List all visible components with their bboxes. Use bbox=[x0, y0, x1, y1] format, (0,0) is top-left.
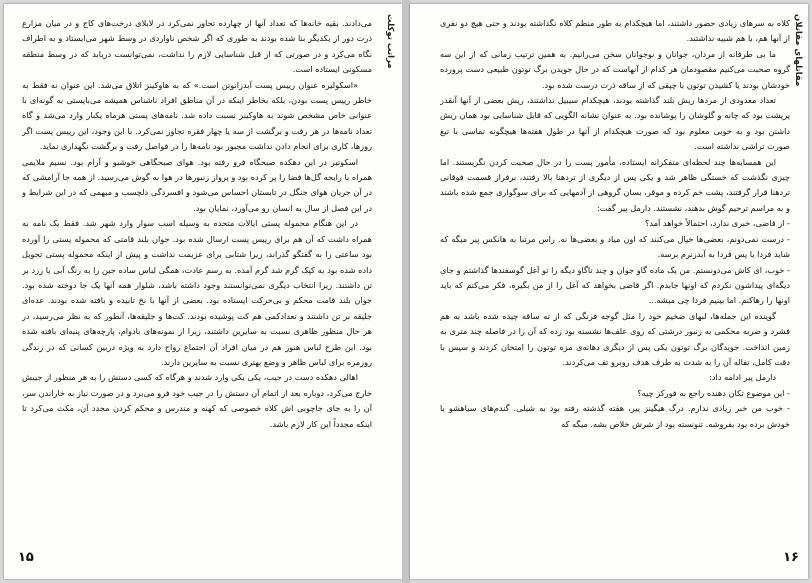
left-running-head: مراتب توكلت bbox=[385, 14, 395, 69]
right-page bbox=[410, 4, 808, 579]
left-page-text bbox=[22, 16, 372, 536]
dialogue-line: - از قاضی، خبری ندارد، احتمالاً خواهد آمد؟ bbox=[645, 218, 790, 229]
dialogue-line: - درست نمی‌دونم، بعضی‌ها خیال می‌کنند که اون میاد و بعضی‌ها نه. راس مرتبا به هانکس پیر میگه که شاید فردا یا پس فردا به آبدزنرم برسه. bbox=[440, 233, 790, 260]
paragraph: این همسایه‌ها چند لحظه‌ای متفکرانه ایستاده، مأمور پست را در حال صحبت کردن نگریستند. اما چیزی نگذشت که خستگی ظاهر شد و یکی پس از دیگری از تردهنا بالا رفتند، برفراز قسمت فوقانی تردهنا قرار گرفتند، پشت خم کرده و موقر، بسان گروهی از آدمهایی که برای سوگواری جمع شده باشند و به مراسم ترحیم گوش بدهند، نشستند. دارمل پیر گفت: bbox=[440, 156, 790, 213]
paragraph: اهالی دهکده دست در جیب، یکی یکی وارد شدند و هرگاه که کسی دستش را به هر منظور از جیبش خارج می‌کرد، دوباره بعد از اتمام آن دستش را در جیب خود فرو می‌برد و در صورت نیاز به خاراندن سر، آن را به جای جاچوبی اش کلاه خصوصی که کهنه و مندرس و محکم کردن مجدد آن، مکث می‌کرد تا اینکه مجدداً این کار لازم باشد. bbox=[22, 372, 372, 429]
paragraph: می‌دادند. بقیه خانه‌ها که تعداد آنها از چهارده تجاوز نمی‌کرد در لابلای درخت‌های کاج و در میان مزارع ذرت دور از یکدیگر بنا شده بودند به طوری که اگر شخص ناواردی در وسط شهر می‌ایستاد و به اطراف نگاه می‌کرد و در صورتی که از قبل شناسایی لازم را نداشت، نمی‌توانست دریابد که در وسط منطقه مسکونی ایستاده است. bbox=[22, 18, 372, 75]
left-page bbox=[4, 4, 402, 579]
paragraph: تعداد معدودی از مردها ریش بلند گذاشته بودند، هیچکدام سیبیل نداشتند، ریش بعضی از آنها آنقدر پرپشت بود که چانه و گلوشان را پوشانده بود. به عنوان نشانه الگویی که قابل شناسایی بود همان ریش داشتن بود و به خوبی معلوم بود که صورت هیچکدام از آنها در طول هفته‌ها هیچگونه تماسی با تیغ صورت تراشی نداشته است. bbox=[440, 95, 790, 152]
paragraph: در این هنگام محموله پستی ایالات متحده به وسیله اسب سوار وارد شهر شد. فقط یک نامه به همراه داشت که آن هم برای رییس پست ارسال شده بود. جوان بلند قامتی که محموله پستی را آورده بود ساعتی را به گفتگو گذراند، زیرا شتابی برای عزیمت نداشت و پیش از اینکه محموله پستی تحویل داده شده بود به کپک گرم شد گرم آمده. به رسم عادت، همگی لباس ساده جین را به رنگ آبی یا زرد بر تن داشتند. زیرا انتخاب دیگری نمی‌توانستند وجود داشته باشد، شلوار همه آنها یک جا دوخته شده بود. جوان بلند قامت محکم و بی‌حرکت ایستاده بود. بعضی از آنها با نخ تابیده و بافته شده بودند. عده‌ای جلیقه بر تن داشتند و تعدادکمی هم کت پوشیده بودند. کت‌ها و جلیقه‌ها، آنطور که به نظر می‌رسید، در هر حال منظور ظاهری نسبت به سایرین داشتند، زیرا از نمونه‌های بادوام، پارچه‌های پنبه‌ای بافته شده بود. این طرح لباس هنوز هم در میان افراد آن اجتماع رواج دارد به ویژه دربین کسانی که در زندگی روزمره برای لباس ظاهر و وضع بهتری نسبت به سایرین دارند. bbox=[22, 218, 372, 367]
paragraph: گوینده این جمله‌ها، لبهای ضخیم خود را مثل گوجه فرنگی که از ته ساقه چیده شده باشد به هم فشرد و ضربه محکمی به زنبور درشتی که روی علف‌ها نشسته بود زده که آن را در فاصله چند متری به زمین انداخت. جویدگان برگ توتون یکی پس از دیگری دهانه‌ی مزه توتون را امتحان کردند و سپس با دقت کامل، تفاله آن را به شدت به طرف هدف روبرو تف می‌کردند. bbox=[440, 310, 790, 367]
paragraph: کلاه به سرهای زیادی حضور داشتند، اما هیچکدام به طور منظم کلاه نگذاشته بودند و حتی هیچ دو نفری از آنها هم، با هم شبیه نداشتند. bbox=[440, 18, 790, 44]
dialogue-line: - خوب من خبر زیادی ندارم. درگ هیگینز پیر، هفته گذشته رفته بود به شیلی. گندم‌های سیاهشو با خودش برده بود بفروشه. تنونسته بود از شرش خلاص بشه. میگه که bbox=[440, 403, 790, 429]
book-gutter bbox=[402, 0, 410, 583]
dialogue-line: - خوب، ای کاش می‌دونستم. من یک ماده گاو جوان و چند تاگاو دیگه را تو آغل گوسفندها گذاشتم و جای دیگه‌ای پیداشون نکردم که اونها جابدم. اگر قاضی بخواهد که آغل را از من بگیره، فکر می‌کنم که باید اونها را رهاکنم. اما بینیم فردا چی میشه... bbox=[440, 264, 790, 306]
right-running-head: مقاتلهای مقاتلان bbox=[793, 14, 803, 87]
right-page-text bbox=[440, 16, 790, 536]
dialogue-line: - این موضوع تکان دهنده راجع به فورکز چیه؟ bbox=[637, 387, 790, 398]
paragraph: ما بی طرفانه از مردان، جوانان و نوجوانان سخن می‌رانیم. به همین ترتیب زمانی که از این سه گروه صحبت می‌کنیم مقصودمان هر کدام از آنهاست که در حال جویدن برگ توتون طبیعی دست پرورده خودشان بودند یا کشیدن توتون با چپقی که از ساقه ذرت درست شده بود. bbox=[440, 48, 790, 90]
paragraph: دارمل پیر ادامه داد: bbox=[709, 372, 776, 383]
left-page-number: ۱۵ bbox=[18, 550, 34, 565]
paragraph: «اسکولیره عنوان رییس پست آبدزانوتن است.» که به هاوکینز اتلاق می‌شد. این عنوان نه فقط به خاطر رییس پست بودن، بلکه بخاطر اینکه در آن مناطق افراد ناشناس همیشه می‌بایستی به گونه‌ای با عنوانی خاص مشخص شوند به هاوکینز نسبت داده شد. نامه‌های پستی هرماه یکبار وارد می‌شد و گاه تعداد نامه‌ها در هر رفت و برگشت از سه یا چهار فقره تجاوز نمی‌کرد. با این وجود، این رییس پست اگر روزها، کاری برای انجام دادن نداشت مجبور بود نامه‌ها را در فواصل رفت و برگشت نگهداری نماید. bbox=[22, 79, 372, 152]
right-page-number: ۱۶ bbox=[783, 550, 799, 565]
paragraph: اسکوتیر در این دهکده صبحگاه فرو رفته بود. هوای صبحگاهی خوشبو و آرام بود. نسیم ملایمی همراه با رایحه گل‌ها فضا را پر کرده بود و پرواز زنبورها در هوا به گوش می‌رسید. از همه جا آرامشی که در آن جریان هوای جنگل در تابستان احساس می‌شود و افسردگی دلچسب و مبهمی که در این شرایط و در این فصل از سال به انسان رو می‌آورد، نمایان بود. bbox=[22, 156, 372, 213]
